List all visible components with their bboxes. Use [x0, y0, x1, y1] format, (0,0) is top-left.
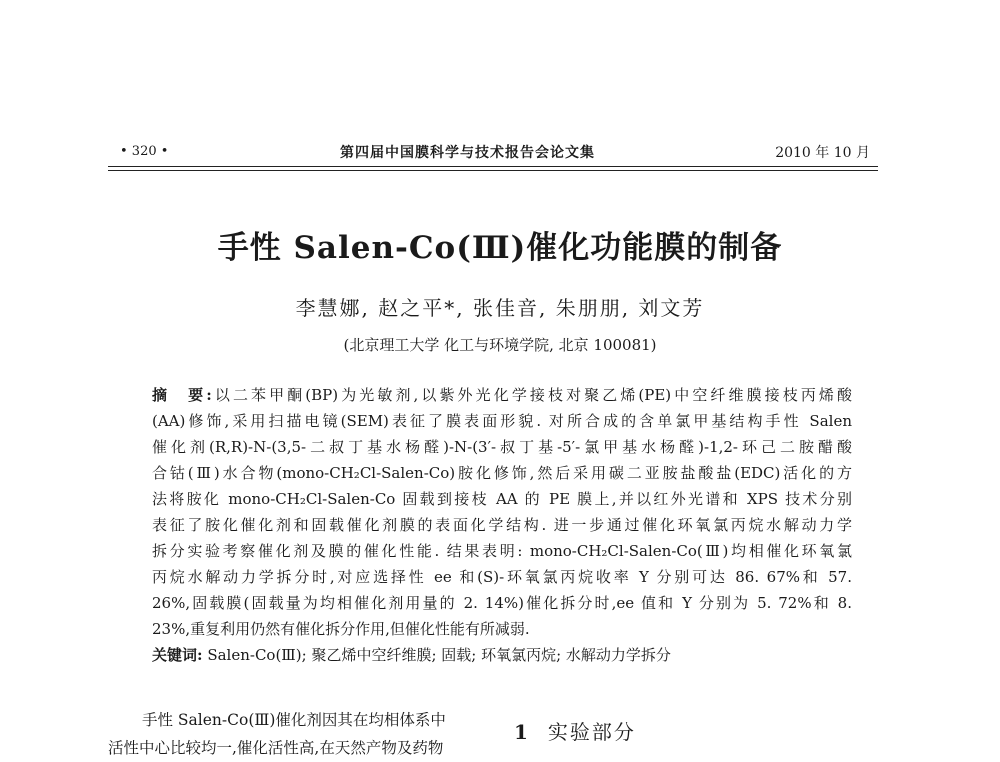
section-number: 1 [514, 720, 530, 744]
abstract-line: 26%,固载膜(固载量为均相催化剂用量的 2. 14%)催化拆分时,ee 值和 Y 分别为 5. 72%和 8. [152, 594, 852, 612]
abstract-line: 摘 要:以二苯甲酮(BP)为光敏剂,以紫外光化学接枝对聚乙烯(PE)中空纤维膜接枝丙烯酸 [152, 386, 852, 404]
abstract [152, 382, 852, 668]
page-number: • 320 • [120, 144, 169, 159]
affiliation: (北京理工大学 化工与环境学院, 北京 100081) [343, 336, 657, 354]
abstract-line: 合钴(Ⅲ)水合物(mono-CH₂Cl-Salen-Co)胺化修饰,然后采用碳二亚胺盐酸盐(EDC)活化的方 [152, 464, 852, 482]
paper-title: 手性 Salen-Co(Ⅲ)催化功能膜的制备 [217, 230, 783, 266]
body-line: 手性 Salen-Co(Ⅲ)催化剂因其在均相体系中 [142, 711, 446, 729]
header-rule-thin [108, 170, 878, 171]
keywords [152, 642, 852, 668]
abstract-line: (AA)修饰,采用扫描电镜(SEM)表征了膜表面形貌. 对所合成的含单氯甲基结构手性 Salen [152, 412, 852, 430]
section-heading [514, 716, 636, 745]
abstract-label: 摘 要: [152, 386, 212, 404]
header-rule-thick [108, 166, 878, 167]
journal-name: 第四届中国膜科学与技术报告会论文集 [340, 145, 595, 161]
section-title: 实验部分 [547, 720, 636, 744]
keywords-label: 关键词: [152, 646, 203, 664]
abstract-line: 拆分实验考察催化剂及膜的催化性能. 结果表明: mono-CH₂Cl-Salen-Co(Ⅲ)均相催化环氧氯 [152, 542, 852, 560]
author-list: 李慧娜, 赵之平*, 张佳音, 朱朋朋, 刘文芳 [295, 296, 705, 320]
abstract-line: 23%,重复利用仍然有催化拆分作用,但催化性能有所减弱. [152, 620, 530, 638]
running-header [108, 140, 878, 164]
abstract-line: 表征了胺化催化剂和固载催化剂膜的表面化学结构. 进一步通过催化环氧氯丙烷水解动力学 [152, 516, 852, 534]
body-left-column [108, 706, 488, 762]
abstract-line: 催化剂(R,R)-N-(3,5-二叔丁基水杨醛)-N-(3′-叔丁基-5′-氯甲基水杨醛)-1,2-环己二胺醋酸 [152, 438, 852, 456]
abstract-line: 丙烷水解动力学拆分时,对应选择性 ee 和(S)-环氧氯丙烷收率 Y 分别可达 86. 67%和 57. [152, 568, 852, 586]
body-line: 活性中心比较均一,催化活性高,在天然产物及药物 [108, 739, 444, 757]
keywords-text: Salen-Co(Ⅲ); 聚乙烯中空纤维膜; 固载; 环氧氯丙烷; 水解动力学拆分 [207, 646, 671, 664]
abstract-line: 法将胺化 mono-CH₂Cl-Salen-Co 固载到接枝 AA 的 PE 膜上,并以红外光谱和 XPS 技术分别 [152, 490, 852, 508]
publication-date: 2010 年 10 月 [775, 145, 870, 161]
